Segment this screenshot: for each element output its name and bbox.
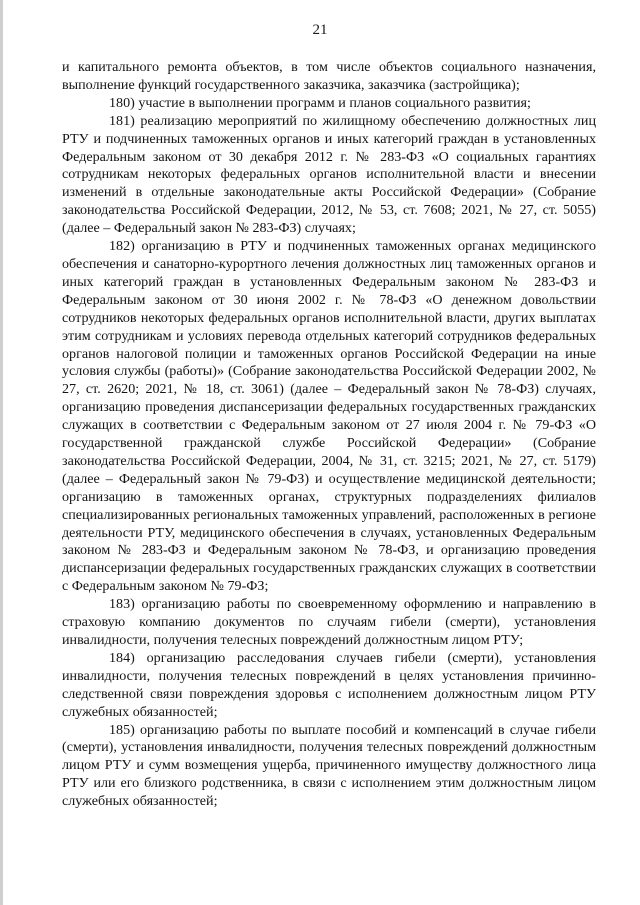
paragraph-item-184: 184) организацию расследования случаев гибели (смерти), установления инвалидности, получения телесных повреждений в целях установления причинно-следственной связи повреждения здоровья с исполнением должностным лицом РТУ служебных обязанностей; bbox=[62, 649, 596, 720]
scan-edge-shadow bbox=[0, 0, 3, 905]
paragraph-item-182: 182) организацию в РТУ и подчиненных таможенных органах медицинского обеспечения и санаторно-курортного лечения должностных лиц таможенных органов и иных категорий граждан в установленных Федеральным законом № 283-ФЗ и Федеральным законом от 30 июня 2002 г. № 78-ФЗ «О денежном довольствии сотрудников некоторых федеральных органов исполнительной власти, других выплатах этим сотрудникам и условиях перевода отдельных категорий сотрудников федеральных органов налоговой полиции и таможенных органов Российской Федерации на иные условия службы (работы)» (Собрание законодательства Российской Федерации 2002, № 27, ст. 2620; 2021, № 18, ст. 3061) (далее – Федеральный закон № 78-ФЗ) случаях, организацию проведения диспансеризации федеральных государственных гражданских служащих в соответствии с Федеральным законом от 27 июля 2004 г. № 79-ФЗ «О государственной гражданской службе Российской Федерации» (Собрание законодательства Российской Федерации, 2004, № 31, ст. 3215; 2021, № 27, ст. 5179) (далее – Федеральный закон № 79-ФЗ) и осуществление медицинской деятельности; организацию в таможенных органах, структурных подразделениях филиалов специализированных региональных таможенных управлений, расположенных в регионе деятельности РТУ, медицинского обеспечения в случаях, установленных Федеральным законом № 283-ФЗ и Федеральным законом № 78-ФЗ, и организацию проведения диспансеризации федеральных государственных гражданских служащих в соответствии с Федеральным законом № 79-ФЗ; bbox=[62, 238, 596, 595]
paragraph-item-183: 183) организацию работы по своевременному оформлению и направлению в страховую компанию документов по случаям гибели (смерти), установления инвалидности, получения телесных повреждений должностным лицом РТУ; bbox=[62, 596, 596, 648]
page-number: 21 bbox=[312, 22, 328, 38]
paragraph-continuation: и капитального ремонта объектов, в том числе объектов социального назначения, выполнение функций государственного заказчика, заказчика (застройщика); bbox=[62, 59, 596, 93]
paragraph-item-181: 181) реализацию мероприятий по жилищному обеспечению должностных лиц РТУ и подчиненных таможенных органов и иных категорий граждан в установленных Федеральным законом от 30 декабря 2012 г. № 283-ФЗ «О социальных гарантиях сотрудникам некоторых федеральных органов исполнительной власти и внесении изменений в отдельные законодательные акты Российской Федерации» (Собрание законодательства Российской Федерации, 2012, № 53, ст. 7608; 2021, № 27, ст. 5055) (далее – Федеральный закон № 283-ФЗ) случаях; bbox=[62, 112, 596, 237]
paragraph-item-180: 180) участие в выполнении программ и планов социального развития; bbox=[109, 94, 531, 111]
paragraph-item-185: 185) организацию работы по выплате пособий и компенсаций в случае гибели (смерти), установления инвалидности, получения телесных повреждений должностным лицом РТУ и сумм возмещения ущерба, причиненного имуществу должностного лица РТУ или его близкого родственника, в связи с исполнением этим должностным лицом служебных обязанностей; bbox=[62, 721, 596, 810]
document-body bbox=[62, 59, 596, 811]
